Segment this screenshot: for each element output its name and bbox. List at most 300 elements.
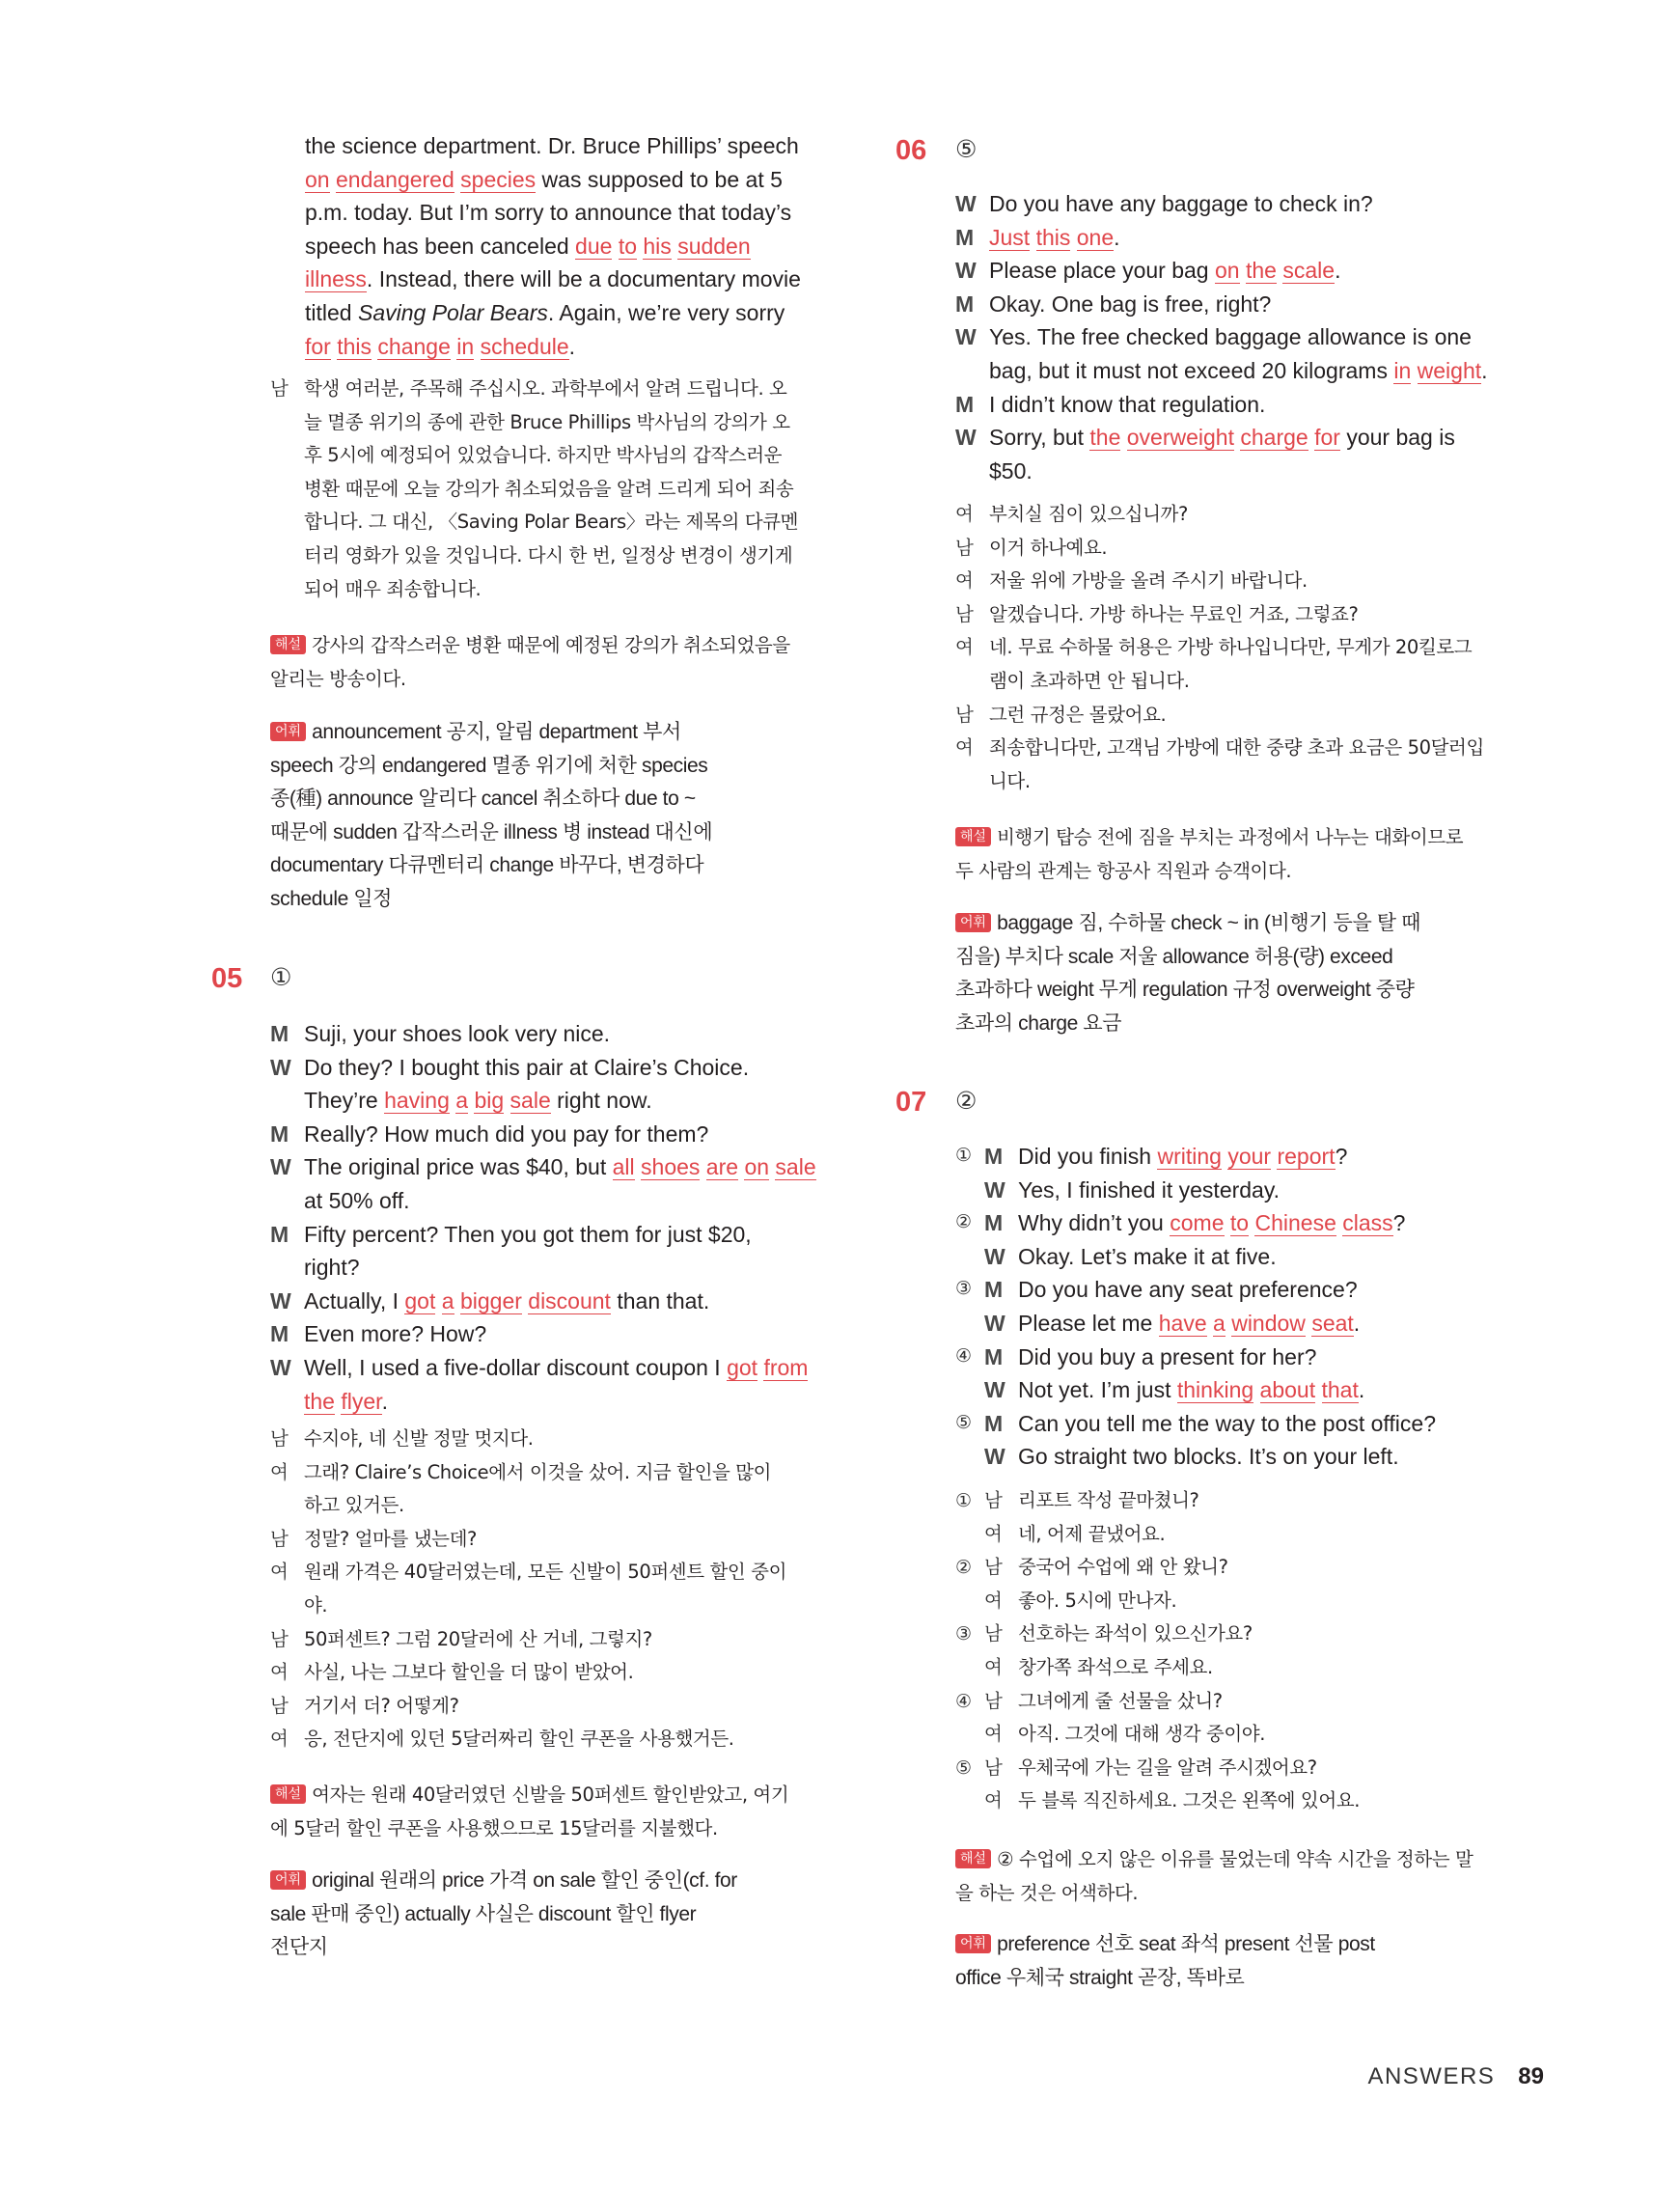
translation-line bbox=[955, 1718, 1539, 1752]
speaker-label bbox=[270, 1251, 304, 1285]
translation-line bbox=[955, 1551, 1539, 1585]
text-line bbox=[955, 1962, 1539, 1996]
speaker-label: 여 bbox=[955, 503, 974, 525]
choice-number: ③ bbox=[955, 1623, 972, 1645]
line-text: 되어 매우 죄송합니다. bbox=[304, 577, 482, 600]
question-06-answer: ⑤ bbox=[955, 135, 978, 163]
script-line bbox=[270, 1317, 849, 1351]
blank-answer: to bbox=[1229, 1210, 1250, 1236]
translation-line bbox=[955, 498, 1539, 532]
translation-text: 창가쪽 좌석으로 주세요. bbox=[1018, 1655, 1213, 1678]
translation-line bbox=[270, 1690, 849, 1724]
blank-answer: to bbox=[618, 233, 637, 259]
speaker-label: W bbox=[984, 1176, 1005, 1203]
translation-line bbox=[270, 1656, 849, 1690]
speaker-label: 남 bbox=[955, 602, 974, 625]
q07-vocabulary bbox=[955, 1928, 1539, 1995]
vocabulary-tag: 어휘 bbox=[270, 722, 306, 741]
italic-title: Saving Polar Bears bbox=[357, 299, 548, 325]
line-text: 초과하다 weight 무게 regulation 규정 overweight 중량 bbox=[955, 979, 1415, 1002]
q07-script bbox=[955, 1140, 1539, 1474]
speaker-label: 남 bbox=[270, 1694, 289, 1717]
speaker-label: 남 bbox=[270, 377, 289, 400]
speaker-label: W bbox=[955, 425, 977, 451]
translation-text: 아직. 그것에 대해 생각 중이야. bbox=[1018, 1723, 1266, 1746]
line-text: 학생 여러분, 주목해 주십시오. 과학부에서 알려 드립니다. 오 bbox=[304, 377, 787, 400]
q05-explanation bbox=[270, 1779, 849, 1845]
translation-text: 좋아. 5시에 만나자. bbox=[1018, 1589, 1177, 1612]
translation-text: 네. 무료 수하물 허용은 가방 하나입니다만, 무게가 20킬로그 bbox=[989, 636, 1473, 659]
text-line bbox=[955, 974, 1539, 1008]
blank-answer: on bbox=[1215, 258, 1240, 284]
line-text: office 우체국 straight 곧장, 똑바로 bbox=[955, 1966, 1245, 1989]
script-text: Why didn’t you come to Chinese class? bbox=[1018, 1210, 1406, 1236]
translation-text: 죄송합니다만, 고객님 가방에 대한 중량 초과 요금은 50달러입 bbox=[989, 736, 1484, 760]
script-line bbox=[270, 1285, 849, 1318]
q07-explanation bbox=[955, 1843, 1539, 1910]
blank-answer: shoes bbox=[641, 1154, 701, 1180]
choice-number bbox=[955, 1440, 984, 1474]
text-line bbox=[270, 849, 849, 883]
speaker-label: M bbox=[984, 1410, 1004, 1436]
translation-text: 우체국에 가는 길을 알려 주시겠어요? bbox=[1018, 1756, 1317, 1779]
translation-line bbox=[270, 1556, 849, 1590]
script-text: illness. Instead, there will be a documentary movie bbox=[305, 266, 801, 292]
speaker-label bbox=[270, 1590, 304, 1623]
speaker-label: W bbox=[270, 1287, 291, 1313]
text-line bbox=[304, 506, 849, 539]
translation-text: 거기서 더? 어떻게? bbox=[304, 1694, 459, 1717]
speaker-label bbox=[955, 765, 989, 799]
speaker-label: W bbox=[270, 1154, 291, 1180]
script-text: Suji, your shoes look very nice. bbox=[304, 1021, 611, 1046]
translation-line bbox=[955, 1685, 1539, 1719]
script-text: $50. bbox=[989, 457, 1033, 484]
blank-answer: having bbox=[384, 1088, 450, 1114]
speaker-label: 여 bbox=[270, 1460, 289, 1483]
line-text: 늘 멸종 위기의 종에 관한 Bruce Phillips 박사님의 강의가 오 bbox=[304, 410, 790, 433]
line-text: 해설 강사의 갑작스러운 병환 때문에 예정된 강의가 취소되었음을 bbox=[270, 629, 849, 663]
blank-answer: change bbox=[377, 333, 451, 359]
text-line bbox=[270, 1931, 849, 1965]
translation-line bbox=[955, 598, 1539, 632]
translation-line bbox=[955, 732, 1539, 765]
blank-answer: flyer bbox=[341, 1388, 382, 1414]
translation-text: 정말? 얼마를 냈는데? bbox=[304, 1527, 477, 1550]
blank-answer: scale bbox=[1282, 258, 1336, 284]
speaker-label: M bbox=[270, 1321, 289, 1347]
blank-answer: big bbox=[474, 1088, 505, 1114]
line-text: 어휘 original 원래의 price 가격 on sale 할인 중인(cf. for bbox=[270, 1865, 849, 1898]
speaker-label: W bbox=[270, 1354, 291, 1380]
question-number-05: 05 bbox=[211, 963, 243, 994]
translation-line bbox=[955, 665, 1539, 699]
translation-line bbox=[955, 1484, 1539, 1518]
speaker-label: 여 bbox=[955, 569, 974, 593]
q06-script bbox=[955, 187, 1539, 487]
translation-text: 램이 초과하면 안 됩니다. bbox=[989, 669, 1190, 692]
text-line bbox=[270, 750, 849, 784]
blank-answer: illness bbox=[305, 266, 367, 292]
translation-text: 그런 규정은 몰랐어요. bbox=[989, 703, 1167, 726]
script-text: at 50% off. bbox=[304, 1187, 410, 1213]
blank-answer: weight bbox=[1417, 357, 1482, 383]
speaker-label: 여 bbox=[270, 1561, 289, 1584]
script-text: Yes, I finished it yesterday. bbox=[1018, 1176, 1281, 1203]
blank-answer: due bbox=[575, 233, 613, 259]
script-text: Even more? How? bbox=[304, 1321, 487, 1347]
script-line bbox=[955, 1140, 1539, 1174]
script-text: Fifty percent? Then you got them for just $20, bbox=[304, 1221, 752, 1247]
script-line bbox=[270, 1351, 849, 1385]
translation-line bbox=[955, 631, 1539, 665]
translation-line bbox=[955, 1784, 1539, 1818]
speaker-label: 여 bbox=[955, 636, 974, 659]
line-text: 전단지 bbox=[270, 1936, 328, 1959]
text-line bbox=[270, 1779, 849, 1812]
explanation-tag: 해설 bbox=[270, 635, 306, 654]
text-line bbox=[304, 406, 849, 440]
speaker-label: W bbox=[984, 1444, 1005, 1470]
line-text: 두 사람의 관계는 항공사 직원과 승객이다. bbox=[955, 859, 1292, 882]
choice-number: ④ bbox=[955, 1345, 973, 1367]
speaker-label: 남 bbox=[984, 1622, 1003, 1645]
script-text: Well, I used a five-dollar discount coupon I got from bbox=[304, 1354, 809, 1380]
script-text: speech has been canceled due to his sudden bbox=[305, 233, 751, 259]
script-text: Sorry, but the overweight charge for your bag is bbox=[989, 425, 1455, 451]
line-text: 을 하는 것은 어색하다. bbox=[955, 1881, 1139, 1904]
line-text: 때문에 sudden 갑작스러운 illness 병 instead 대신에 bbox=[270, 820, 713, 843]
speaker-label bbox=[270, 1385, 304, 1419]
script-line bbox=[270, 1017, 849, 1051]
text-line bbox=[270, 1865, 849, 1898]
script-text: Do you have any seat preference? bbox=[1018, 1277, 1358, 1303]
q06-explanation bbox=[955, 821, 1539, 888]
speaker-label: 여 bbox=[984, 1723, 1003, 1746]
script-text: Did you buy a present for her? bbox=[1018, 1343, 1317, 1369]
blank-answer: got bbox=[404, 1287, 436, 1313]
blank-answer: Just bbox=[989, 224, 1031, 250]
speaker-label bbox=[270, 1489, 304, 1523]
choice-number: ② bbox=[955, 1557, 972, 1579]
blank-answer: this bbox=[337, 333, 372, 359]
script-text: Okay. One bag is free, right? bbox=[989, 290, 1272, 317]
line-text: documentary 다큐멘터리 change 바꾸다, 변경하다 bbox=[270, 854, 704, 877]
line-text: sale 판매 중인) actually 사실은 discount 할인 flyer bbox=[270, 1902, 697, 1925]
speaker-label: 남 bbox=[984, 1556, 1003, 1579]
speaker-label: W bbox=[984, 1310, 1005, 1336]
line-text: 어휘 baggage 짐, 수하물 check ~ in (비행기 등을 탈 때 bbox=[955, 907, 1539, 941]
explanation-tag: 해설 bbox=[955, 827, 991, 846]
blank-answer: the bbox=[304, 1388, 335, 1414]
translation-line bbox=[955, 1585, 1539, 1618]
text-line bbox=[270, 816, 849, 850]
speaker-label bbox=[270, 1184, 304, 1218]
speaker-label: 여 bbox=[984, 1522, 1003, 1545]
speaker-label: 여 bbox=[270, 1661, 289, 1684]
page-footer bbox=[1351, 2063, 1544, 2090]
blank-answer: a bbox=[455, 1088, 469, 1114]
blank-answer: writing bbox=[1157, 1144, 1222, 1169]
script-line bbox=[270, 1118, 849, 1151]
speaker-label: M bbox=[955, 224, 975, 250]
script-text: for this change in schedule. bbox=[305, 333, 576, 359]
speaker-label: M bbox=[984, 1343, 1004, 1369]
script-text: bag, but it must not exceed 20 kilograms in weight. bbox=[989, 357, 1488, 383]
line-text: 해설 여자는 원래 40달러였던 신발을 50퍼센트 할인받았고, 여기 bbox=[270, 1779, 849, 1812]
blank-answer: class bbox=[1342, 1210, 1393, 1236]
blank-answer: for bbox=[305, 333, 331, 359]
script-line bbox=[305, 230, 849, 263]
speaker-label bbox=[955, 665, 989, 699]
script-line bbox=[955, 254, 1539, 288]
script-text: p.m. today. But I’m sorry to announce that today’s bbox=[305, 200, 792, 226]
q06-korean-translation bbox=[955, 498, 1539, 798]
blank-answer: his bbox=[643, 233, 672, 259]
script-text: Did you finish writing your report? bbox=[1018, 1144, 1348, 1169]
q05-korean-translation bbox=[270, 1423, 849, 1756]
choice-number: ③ bbox=[955, 1279, 973, 1300]
text-line bbox=[270, 1812, 849, 1846]
blank-answer: a bbox=[441, 1287, 454, 1313]
script-line bbox=[305, 296, 849, 330]
script-line bbox=[270, 1084, 849, 1118]
line-text: 어휘 preference 선호 seat 좌석 present 선물 post bbox=[955, 1928, 1539, 1962]
line-text: 초과의 charge 요금 bbox=[955, 1011, 1122, 1035]
script-text: the flyer. bbox=[304, 1388, 388, 1414]
script-line bbox=[305, 163, 849, 197]
line-text: 합니다. 그 대신, 〈Saving Polar Bears〉라는 제목의 다큐멘 bbox=[304, 511, 799, 534]
speaker-label: M bbox=[955, 290, 975, 317]
text-line bbox=[270, 1898, 849, 1932]
blank-answer: Chinese bbox=[1254, 1210, 1336, 1236]
blank-answer: schedule bbox=[480, 333, 569, 359]
script-line bbox=[305, 196, 849, 230]
choice-number bbox=[955, 1718, 984, 1752]
text-line bbox=[304, 439, 849, 473]
text-line bbox=[304, 373, 849, 406]
speaker-label: M bbox=[984, 1144, 1004, 1169]
blank-answer: charge bbox=[1240, 425, 1308, 451]
translation-text: 알겠습니다. 가방 하나는 무료인 거죠, 그렇죠? bbox=[989, 602, 1359, 625]
text-line bbox=[955, 1877, 1539, 1911]
blank-answer: sale bbox=[510, 1088, 551, 1114]
translation-line bbox=[270, 1623, 849, 1657]
translation-text: 두 블록 직진하세요. 그것은 왼쪽에 있어요. bbox=[1018, 1789, 1361, 1812]
script-text: They’re having a big sale right now. bbox=[304, 1088, 652, 1114]
choice-number: ④ bbox=[955, 1690, 972, 1712]
script-text: on endangered species was supposed to be at 5 bbox=[305, 166, 783, 192]
speaker-label: 남 bbox=[270, 1427, 289, 1450]
script-line bbox=[955, 1407, 1539, 1441]
explanation-tag: 해설 bbox=[270, 1784, 306, 1804]
translation-text: 니다. bbox=[989, 769, 1031, 792]
translation-line bbox=[955, 1518, 1539, 1552]
translation-text: 선호하는 좌석이 있으신가요? bbox=[1018, 1622, 1253, 1645]
speaker-label: 여 bbox=[984, 1655, 1003, 1678]
script-line bbox=[270, 1385, 849, 1419]
blank-answer: sudden bbox=[677, 233, 751, 259]
text-line bbox=[955, 1843, 1539, 1877]
blank-answer: this bbox=[1035, 224, 1071, 250]
line-text: 어휘 announcement 공지, 알림 department 부서 bbox=[270, 716, 849, 750]
blank-answer: got bbox=[727, 1354, 758, 1380]
speaker-label: M bbox=[984, 1210, 1004, 1236]
footer-label: ANSWERS bbox=[1367, 2063, 1496, 2089]
choice-number bbox=[955, 1651, 984, 1685]
speaker-label: M bbox=[270, 1021, 289, 1046]
q07-korean-translation bbox=[955, 1484, 1539, 1818]
choice-number bbox=[955, 1174, 984, 1207]
line-text: 후 5시에 예정되어 있었습니다. 하지만 박사님의 갑작스러운 bbox=[304, 444, 783, 467]
translation-text: 50퍼센트? 그럼 20달러에 산 거네, 그렇지? bbox=[304, 1627, 652, 1650]
blank-answer: on bbox=[305, 166, 330, 192]
script-text: Not yet. I’m just thinking about that. bbox=[1018, 1377, 1365, 1403]
script-text: Do you have any baggage to check in? bbox=[989, 191, 1373, 216]
script-line bbox=[955, 288, 1539, 321]
choice-number: ① bbox=[955, 1146, 973, 1166]
blank-answer: in bbox=[456, 333, 475, 359]
q06-vocabulary bbox=[955, 907, 1539, 1040]
choice-number: ① bbox=[955, 1490, 972, 1511]
blank-answer: for bbox=[1314, 425, 1340, 451]
translation-text: 이거 하나예요. bbox=[989, 536, 1108, 559]
text-line bbox=[270, 663, 849, 697]
script-line bbox=[305, 129, 849, 163]
text-line bbox=[955, 941, 1539, 975]
blank-answer: from bbox=[763, 1354, 809, 1380]
script-line bbox=[270, 1150, 849, 1184]
speaker-label bbox=[270, 1084, 304, 1118]
speaker-label: W bbox=[955, 324, 977, 350]
line-text: schedule 일정 bbox=[270, 887, 393, 910]
translation-line bbox=[955, 1752, 1539, 1785]
choice-number: ② bbox=[955, 1212, 973, 1233]
script-text: Do they? I bought this pair at Claire’s Choice. bbox=[304, 1054, 750, 1080]
script-text: Actually, I got a bigger discount than that. bbox=[304, 1287, 710, 1313]
translation-text: 응, 전단지에 있던 5달러짜리 할인 쿠폰을 사용했거든. bbox=[304, 1728, 734, 1751]
explanation-tag: 해설 bbox=[955, 1849, 991, 1868]
blank-answer: report bbox=[1277, 1144, 1336, 1169]
speaker-label bbox=[955, 354, 989, 388]
blank-answer: discount bbox=[528, 1287, 611, 1313]
blank-answer: thinking bbox=[1176, 1377, 1254, 1403]
script-line bbox=[270, 1051, 849, 1085]
speaker-label: 남 bbox=[984, 1689, 1003, 1712]
blank-answer: all bbox=[612, 1154, 635, 1180]
speaker-label: M bbox=[955, 391, 975, 417]
translation-line bbox=[270, 1590, 849, 1623]
text-line bbox=[955, 855, 1539, 889]
speaker-label: W bbox=[955, 191, 977, 216]
text-line bbox=[304, 539, 849, 573]
speaker-label: 여 bbox=[270, 1728, 289, 1751]
text-line bbox=[955, 1928, 1539, 1962]
text-line bbox=[270, 883, 849, 917]
choice-number: ⑤ bbox=[955, 1412, 973, 1433]
blank-answer: overweight bbox=[1126, 425, 1234, 451]
script-line bbox=[955, 320, 1539, 354]
blank-answer: species bbox=[460, 166, 537, 192]
translation-text: 그녀에게 줄 선물을 샀니? bbox=[1018, 1689, 1223, 1712]
speaker-label: 남 bbox=[984, 1756, 1003, 1779]
script-line bbox=[270, 1251, 849, 1285]
blank-answer: the bbox=[1245, 258, 1277, 284]
translation-text: 원래 가격은 40달러였는데, 모든 신발이 50퍼센트 할인 중이 bbox=[304, 1561, 787, 1584]
choice-number bbox=[955, 1307, 984, 1341]
blank-answer: about bbox=[1259, 1377, 1316, 1403]
script-line bbox=[955, 1273, 1539, 1307]
script-text: titled Saving Polar Bears. Again, we’re very sorry bbox=[305, 299, 785, 325]
blank-answer: endangered bbox=[335, 166, 454, 192]
text-line bbox=[304, 573, 849, 607]
blank-answer: window bbox=[1231, 1310, 1306, 1336]
blank-answer: bigger bbox=[459, 1287, 522, 1313]
translation-line bbox=[955, 532, 1539, 566]
speaker-label: 여 bbox=[984, 1589, 1003, 1612]
speaker-label: W bbox=[270, 1054, 291, 1080]
choice-number bbox=[955, 1784, 984, 1818]
speaker-label: 남 bbox=[270, 1627, 289, 1650]
translation-text: 부치실 짐이 있으십니까? bbox=[989, 503, 1188, 525]
blank-answer: a bbox=[1213, 1310, 1226, 1336]
q04-vocabulary bbox=[270, 716, 849, 917]
blank-answer: on bbox=[744, 1154, 770, 1180]
script-text: Yes. The free checked baggage allowance is one bbox=[989, 324, 1472, 350]
line-text: 해설 비행기 탑승 전에 짐을 부치는 과정에서 나누는 대화이므로 bbox=[955, 821, 1539, 855]
text-line bbox=[270, 716, 849, 750]
blank-answer: that bbox=[1321, 1377, 1359, 1403]
translation-line bbox=[270, 1723, 849, 1756]
blank-answer: the bbox=[1089, 425, 1121, 451]
translation-line bbox=[270, 1489, 849, 1523]
translation-text: 야. bbox=[304, 1593, 328, 1617]
speaker-label: W bbox=[955, 258, 977, 284]
question-number-06: 06 bbox=[895, 135, 927, 166]
script-line bbox=[955, 187, 1539, 221]
speaker-label: M bbox=[270, 1120, 289, 1147]
blank-answer: sale bbox=[775, 1154, 816, 1180]
translation-line bbox=[270, 1523, 849, 1557]
text-line bbox=[270, 629, 849, 663]
line-text: 터리 영화가 있을 것입니다. 다시 한 번, 일정상 변경이 생기게 bbox=[304, 543, 793, 567]
vocabulary-tag: 어휘 bbox=[955, 913, 991, 932]
translation-line bbox=[955, 699, 1539, 733]
q05-vocabulary bbox=[270, 1865, 849, 1965]
translation-line bbox=[955, 765, 1539, 799]
line-text: 해설 ② 수업에 오지 않은 이유를 물었는데 약속 시간을 정하는 말 bbox=[955, 1843, 1539, 1877]
question-number-07: 07 bbox=[895, 1087, 927, 1118]
blank-answer: are bbox=[705, 1154, 739, 1180]
q04-script-continued bbox=[305, 129, 849, 363]
text-line bbox=[955, 1008, 1539, 1041]
text-line bbox=[304, 473, 849, 507]
translation-text: 리포트 작성 끝마쳤니? bbox=[1018, 1489, 1199, 1511]
script-line bbox=[955, 455, 1539, 488]
script-line bbox=[955, 421, 1539, 455]
script-line bbox=[270, 1218, 849, 1252]
q04-explanation bbox=[270, 629, 849, 696]
blank-answer: in bbox=[1393, 357, 1412, 383]
script-text: Okay. Let’s make it at five. bbox=[1018, 1243, 1277, 1269]
translation-line bbox=[955, 1651, 1539, 1685]
script-line bbox=[955, 1341, 1539, 1374]
speaker-label: M bbox=[270, 1221, 289, 1247]
line-text: 에 5달러 할인 쿠폰을 사용했으므로 15달러를 지불했다. bbox=[270, 1816, 718, 1839]
script-line bbox=[955, 354, 1539, 388]
translation-text: 저울 위에 가방을 올려 주시기 바랍니다. bbox=[989, 569, 1308, 593]
script-line bbox=[270, 1184, 849, 1218]
